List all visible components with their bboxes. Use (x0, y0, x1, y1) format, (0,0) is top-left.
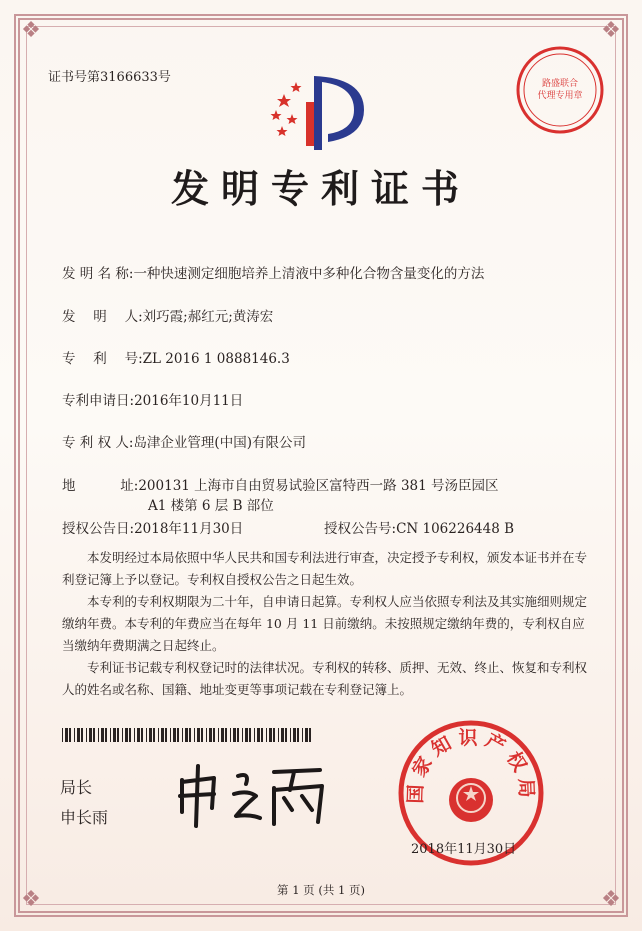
barcode-bar (89, 728, 92, 742)
barcode-bar (273, 728, 275, 742)
barcode-bar (194, 728, 195, 742)
barcode-bar (153, 728, 155, 742)
barcode-bar (65, 728, 68, 742)
grant-date-row (62, 517, 243, 537)
barcode-bar (254, 728, 255, 742)
barcode-bar (77, 728, 80, 742)
barcode-bar (201, 728, 203, 742)
signatory-role: 局长 (60, 778, 93, 797)
svg-text:代理专用章: 代理专用章 (537, 91, 583, 101)
barcode-bar (158, 728, 159, 742)
barcode-bar (98, 728, 99, 742)
grant-date-label: 授权公告日: (62, 521, 135, 537)
svg-text:路盛联合: 路盛联合 (541, 79, 579, 89)
body-paragraph: 本专利的专利权期限为二十年，自申请日起算。专利权人应当依照专利法及其实施细则规定缴纳年费。本专利的年费应当在每年 10 月 11 日前缴纳。未按照规定缴纳年费的，专利权自应当缴纳年费期满之日起终止。 (62, 594, 588, 653)
invention-name-value: 一种快速测定细胞培养上清液中多种化合物含量变化的方法 (133, 266, 485, 282)
patentee-row (62, 431, 306, 451)
barcode-bar (113, 728, 116, 742)
patentee-label: 专 利 权 人: (62, 435, 134, 451)
filing-date-row (62, 389, 243, 409)
barcode-bar (209, 728, 212, 742)
seal-text: 国家知识产权局 (404, 727, 538, 804)
barcode-bar (266, 728, 267, 742)
barcode-bar (221, 728, 224, 742)
grant-no-row (324, 517, 514, 537)
barcode-bar (269, 728, 272, 742)
patent-no-row (62, 347, 290, 367)
patentee-value: 岛津企业管理(中国)有限公司 (133, 435, 306, 451)
filing-date-value: 2016年10月11日 (134, 393, 244, 409)
signatory-name: 申长雨 (60, 808, 109, 827)
corner-ornament-icon: ❖ (21, 887, 41, 912)
barcode-bar (233, 728, 236, 742)
barcode-bar (197, 728, 200, 742)
barcode-bar (101, 728, 104, 742)
barcode-bar (290, 728, 291, 742)
barcode-bar (177, 728, 179, 742)
barcode-bar (281, 728, 284, 742)
barcode-bar (149, 728, 152, 742)
barcode-bar (146, 728, 147, 742)
barcode-bar (62, 728, 63, 742)
barcode-bar (86, 728, 87, 742)
page-title: 发明专利证书 (170, 166, 471, 211)
barcode-bar (137, 728, 140, 742)
barcode-bar (302, 728, 303, 742)
invention-name-label: 发 明 名 称: (62, 266, 134, 282)
seal-date: 2018年11月30日 (411, 842, 517, 857)
inventors-row (62, 305, 273, 325)
corner-ornament-icon: ❖ (601, 887, 621, 912)
barcode-bar (257, 728, 260, 742)
address-value-line1: 200131 上海市自由贸易试验区富特西一路 381 号汤臣园区 (138, 478, 499, 494)
barcode-bar (242, 728, 243, 742)
corner-ornament-icon: ❖ (601, 18, 621, 43)
grant-no-label: 授权公告号: (324, 521, 397, 537)
barcode-bar (245, 728, 248, 742)
barcode-bar (122, 728, 123, 742)
inventors-value: 刘巧霞;郝红元;黄涛宏 (142, 309, 274, 325)
barcode-bar (161, 728, 164, 742)
barcode-bar (189, 728, 191, 742)
barcode-bar (173, 728, 176, 742)
certificate-number: 证书号第3166633号 (48, 70, 171, 85)
barcode-bar (237, 728, 239, 742)
barcode-bar (297, 728, 299, 742)
page-footer: 第 1 页 (共 1 页) (277, 883, 365, 897)
grant-no-value: CN 106226448 B (396, 521, 515, 537)
barcode-bar (117, 728, 119, 742)
address-value-line2: A1 楼第 6 层 B 部位 (148, 498, 274, 514)
barcode-bar (134, 728, 135, 742)
barcode-icon (62, 728, 312, 742)
patent-office-logo-icon (262, 72, 372, 152)
barcode-bar (81, 728, 83, 742)
barcode-bar (74, 728, 75, 742)
barcode-bar (278, 728, 279, 742)
barcode-bar (249, 728, 251, 742)
barcode-bar (261, 728, 263, 742)
barcode-bar (213, 728, 215, 742)
barcode-bar (170, 728, 171, 742)
barcode-bar (69, 728, 71, 742)
barcode-bar (110, 728, 111, 742)
barcode-bar (129, 728, 131, 742)
barcode-bar (93, 728, 95, 742)
address-label: 地 址: (62, 478, 139, 494)
filing-date-label: 专利申请日: (62, 393, 135, 409)
body-paragraph: 本发明经过本局依照中华人民共和国专利法进行审查，决定授予专利权，颁发本证书并在专利登记簿上予以登记。专利权自授权公告之日起生效。 (62, 550, 588, 587)
barcode-bar (285, 728, 287, 742)
barcode-bar (105, 728, 107, 742)
body-paragraph: 专利证书记载专利权登记时的法律状况。专利权的转移、质押、无效、终止、恢复和专利权人的姓名或名称、国籍、地址变更等事项记载在专利登记簿上。 (62, 660, 588, 697)
patent-no-label: 专 利 号: (62, 351, 143, 367)
barcode-bar (225, 728, 227, 742)
barcode-bar (305, 728, 308, 742)
barcode-bar (218, 728, 219, 742)
barcode-bar (185, 728, 188, 742)
agency-stamp-icon (514, 44, 606, 136)
barcode-bar (165, 728, 167, 742)
invention-name-row (62, 262, 484, 282)
certificate-body (62, 547, 592, 701)
handwritten-signature-icon (170, 760, 340, 830)
inventors-label: 发 明 人: (62, 309, 143, 325)
barcode-bar (230, 728, 231, 742)
barcode-bar (206, 728, 207, 742)
barcode-bar (309, 728, 311, 742)
barcode-bar (182, 728, 183, 742)
corner-ornament-icon: ❖ (21, 18, 41, 43)
barcode-bar (141, 728, 143, 742)
barcode-bar (125, 728, 128, 742)
grant-date-value: 2018年11月30日 (134, 521, 244, 537)
address-row (62, 474, 499, 494)
barcode-bar (293, 728, 296, 742)
patent-no-value: ZL 2016 1 0888146.3 (142, 351, 290, 367)
